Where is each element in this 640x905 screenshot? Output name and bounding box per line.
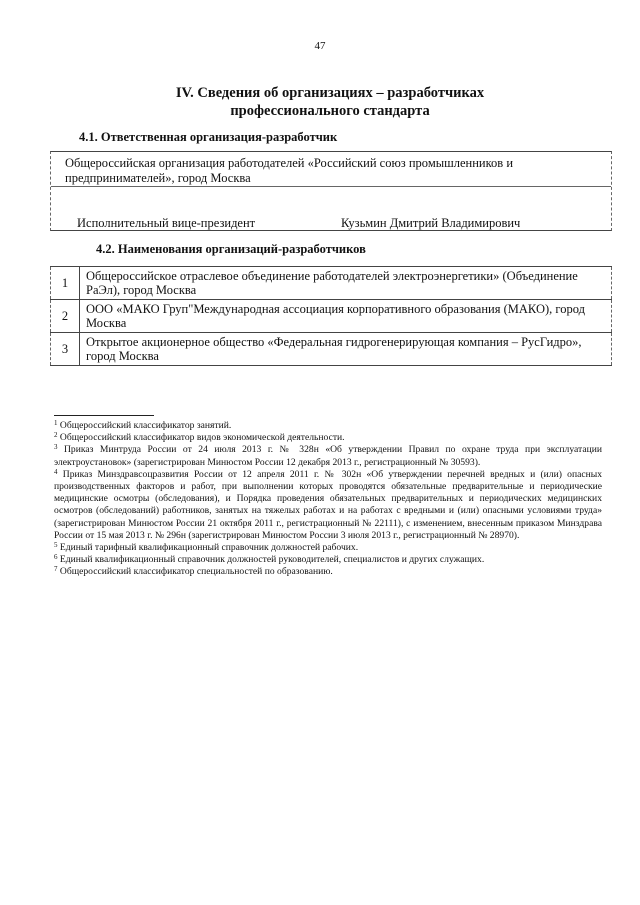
footnote-text: Общероссийский классификатор видов экономической деятельности.	[59, 432, 345, 444]
footnote-text: Общероссийский классификатор специальностей по образованию.	[59, 566, 333, 578]
page-number: 47	[314, 40, 326, 52]
footnote-text: Общероссийский классификатор занятий.	[59, 420, 232, 431]
developers-table	[50, 266, 612, 366]
table-row	[51, 300, 612, 333]
divider	[51, 186, 611, 187]
responsible-org-name: Общероссийская организация работодателей «Российский союз промышленников и предпринимателей», город Москва	[65, 156, 514, 185]
org-name: ООО «МАКО Груп"Международная ассоциация корпоративного образования (МАКО), город Москва	[80, 300, 612, 333]
developers-heading: 4.2. Наименования организаций-разработчиков	[96, 242, 366, 256]
footnote-mark: 1	[54, 419, 58, 427]
footnote-mark: 3	[54, 443, 58, 452]
footnote-text: Приказ Минтруда России от 24 июля 2013 г. № 328н «Об утверждении Правил по охране труда при эксплуатации электроустановок» (зарегистрирован Минюстом России 12 декабря 2013 г., регистрационный № 30593).	[54, 444, 602, 468]
footnote-mark: 5	[54, 541, 58, 550]
row-number: 2	[51, 300, 80, 333]
section-title-line1: IV. Сведения об организациях – разработчиках	[175, 85, 485, 101]
footnote	[54, 432, 602, 444]
section-title-line2: профессионального стандарта	[230, 103, 430, 119]
responsible-org-heading: 4.1. Ответственная организация-разработчик	[79, 130, 338, 144]
section-title	[60, 84, 600, 120]
footnote-text: Приказ Минздравсоцразвития России от 12 апреля 2011 г. № 302н «Об утверждении перечней вредных и (или) опасных производственных факторов и работ, при выполнении которых проводятся обязательные предварительные и периодические медицинские осмотры (обследования), и Порядка проведения обязательных предварительных и периодических медицинских осмотров (обследований) работников, занятых на тяжелых работах и на работах с вредными и (или) опасными условиями труда» (зарегистрирован Минюстом России 21 октября 2011 г., регистрационный № 22111), с изменением, внесенным приказом Минздрава России от 15 мая 2013 г. № 296н (зарегистрирован Минюстом России 3 июля 2013 г., регистрационный № 28970).	[54, 468, 602, 541]
footnote	[54, 444, 602, 468]
row-number: 3	[51, 333, 80, 366]
footnotes	[54, 420, 602, 579]
footnote	[54, 420, 602, 432]
footnote-mark: 6	[54, 553, 58, 562]
footnote	[54, 554, 602, 566]
footnote-text: Единый тарифный квалификационный справочник должностей рабочих.	[59, 542, 359, 554]
footnote-mark: 4	[54, 467, 58, 476]
footnote-mark: 2	[54, 431, 58, 440]
footnote	[54, 542, 602, 554]
row-number: 1	[51, 267, 80, 300]
table-row	[51, 333, 612, 366]
signatory-position: Исполнительный вице-президент	[77, 216, 256, 230]
signatory-name: Кузьмин Дмитрий Владимирович	[341, 216, 521, 230]
footnote	[54, 469, 602, 542]
footnote-mark: 7	[54, 565, 58, 574]
footnote-rule	[54, 415, 154, 416]
footnote-text: Единый квалификационный справочник должностей руководителей, специалистов и других служащих.	[59, 554, 485, 566]
org-name: Открытое акционерное общество «Федеральная гидрогенерирующая компания – РусГидро», город Москва	[80, 333, 612, 366]
responsible-org-box	[50, 151, 612, 231]
footnote	[54, 566, 602, 578]
org-name: Общероссийское отраслевое объединение работодателей электроэнергетики» (Объединение РаЭл), город Москва	[80, 267, 612, 300]
table-row	[51, 267, 612, 300]
